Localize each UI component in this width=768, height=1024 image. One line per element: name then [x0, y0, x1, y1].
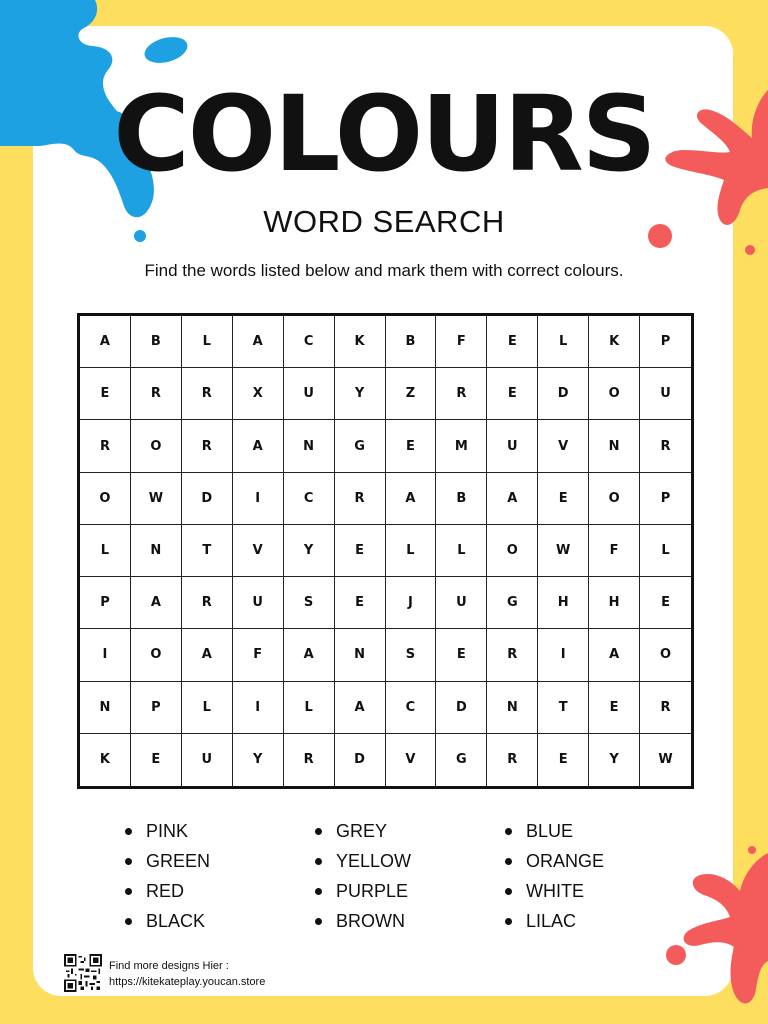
- word-label: GREY: [336, 820, 388, 841]
- word-label: BROWN: [336, 910, 405, 931]
- grid-cell[interactable]: P: [80, 577, 131, 629]
- grid-cell[interactable]: A: [335, 682, 386, 734]
- grid-cell[interactable]: W: [131, 473, 182, 525]
- grid-cell[interactable]: C: [284, 316, 335, 368]
- grid-cell[interactable]: D: [538, 368, 589, 420]
- grid-cell[interactable]: P: [131, 682, 182, 734]
- bullet-icon: [315, 828, 322, 835]
- bullet-icon: [505, 918, 512, 925]
- grid-cell[interactable]: O: [131, 629, 182, 681]
- grid-cell[interactable]: S: [284, 577, 335, 629]
- grid-cell[interactable]: L: [182, 316, 233, 368]
- grid-cell[interactable]: U: [182, 734, 233, 786]
- grid-cell[interactable]: R: [487, 629, 538, 681]
- grid-cell[interactable]: P: [640, 473, 691, 525]
- grid-cell[interactable]: B: [131, 316, 182, 368]
- grid-cell[interactable]: Z: [386, 368, 437, 420]
- grid-cell[interactable]: F: [233, 629, 284, 681]
- grid-cell[interactable]: N: [131, 525, 182, 577]
- word-label: LILAC: [526, 910, 577, 931]
- word-list-item: [505, 906, 645, 936]
- grid-cell[interactable]: E: [335, 525, 386, 577]
- bullet-icon: [315, 918, 322, 925]
- grid-cell[interactable]: R: [436, 368, 487, 420]
- grid-cell[interactable]: I: [80, 629, 131, 681]
- word-label: BLACK: [146, 910, 206, 931]
- bullet-icon: [315, 888, 322, 895]
- word-list-item: [125, 876, 315, 906]
- word-list-item: [505, 816, 645, 846]
- word-list-item: [125, 906, 315, 936]
- grid-cell[interactable]: F: [436, 316, 487, 368]
- instructions-text: Find the words listed below and mark them with correct colours.: [144, 261, 624, 280]
- grid-cell[interactable]: I: [233, 682, 284, 734]
- grid-cell[interactable]: A: [589, 629, 640, 681]
- bullet-icon: [125, 888, 132, 895]
- grid-cell[interactable]: L: [538, 316, 589, 368]
- grid-cell[interactable]: U: [284, 368, 335, 420]
- grid-cell[interactable]: E: [80, 368, 131, 420]
- grid-cell[interactable]: L: [640, 525, 691, 577]
- grid-cell[interactable]: R: [80, 420, 131, 472]
- grid-cell[interactable]: C: [284, 473, 335, 525]
- bullet-icon: [315, 858, 322, 865]
- grid-cell[interactable]: N: [589, 420, 640, 472]
- grid-cell[interactable]: A: [284, 629, 335, 681]
- footer-line-1: Find more designs Hier :: [109, 960, 229, 972]
- grid-cell[interactable]: A: [80, 316, 131, 368]
- grid-cell[interactable]: Y: [284, 525, 335, 577]
- grid-cell[interactable]: A: [233, 420, 284, 472]
- grid-cell[interactable]: E: [640, 577, 691, 629]
- grid-cell[interactable]: G: [335, 420, 386, 472]
- word-label: RED: [146, 880, 185, 901]
- grid-cell[interactable]: V: [386, 734, 437, 786]
- word-list-item: [315, 846, 505, 876]
- grid-cell[interactable]: R: [335, 473, 386, 525]
- grid-cell[interactable]: U: [487, 420, 538, 472]
- grid-cell[interactable]: L: [436, 525, 487, 577]
- footer-text: [109, 958, 265, 990]
- bullet-icon: [505, 858, 512, 865]
- grid-cell[interactable]: V: [233, 525, 284, 577]
- grid-cell[interactable]: E: [538, 734, 589, 786]
- bullet-icon: [125, 858, 132, 865]
- grid-cell[interactable]: R: [182, 420, 233, 472]
- grid-cell[interactable]: E: [538, 473, 589, 525]
- grid-cell[interactable]: L: [284, 682, 335, 734]
- bullet-icon: [125, 918, 132, 925]
- grid-cell[interactable]: A: [386, 473, 437, 525]
- grid-cell[interactable]: K: [335, 316, 386, 368]
- grid-cell[interactable]: E: [436, 629, 487, 681]
- grid-cell[interactable]: O: [589, 368, 640, 420]
- word-list-item: [315, 876, 505, 906]
- word-label: GREEN: [146, 850, 211, 871]
- grid-cell[interactable]: F: [589, 525, 640, 577]
- grid-cell[interactable]: L: [386, 525, 437, 577]
- grid-cell[interactable]: U: [436, 577, 487, 629]
- grid-cell[interactable]: E: [589, 682, 640, 734]
- grid-cell[interactable]: O: [640, 629, 691, 681]
- word-list-item: [505, 876, 645, 906]
- grid-cell[interactable]: N: [80, 682, 131, 734]
- grid-cell[interactable]: D: [335, 734, 386, 786]
- grid-cell[interactable]: O: [80, 473, 131, 525]
- grid-cell[interactable]: E: [487, 316, 538, 368]
- grid-cell[interactable]: A: [131, 577, 182, 629]
- grid-cell[interactable]: C: [386, 682, 437, 734]
- bullet-icon: [505, 888, 512, 895]
- word-label: PINK: [146, 820, 189, 841]
- word-list-item: [315, 906, 505, 936]
- page-subtitle: WORD SEARCH: [263, 204, 505, 239]
- grid-cell[interactable]: O: [131, 420, 182, 472]
- grid-cell[interactable]: A: [233, 316, 284, 368]
- grid-cell[interactable]: T: [538, 682, 589, 734]
- grid-cell[interactable]: R: [182, 577, 233, 629]
- grid-cell[interactable]: E: [487, 368, 538, 420]
- grid-cell[interactable]: R: [640, 420, 691, 472]
- grid-cell[interactable]: H: [538, 577, 589, 629]
- grid-cell[interactable]: B: [436, 473, 487, 525]
- grid-cell[interactable]: N: [487, 682, 538, 734]
- grid-cell[interactable]: W: [658, 752, 673, 768]
- word-label: ORANGE: [526, 850, 605, 871]
- grid-cell[interactable]: D: [182, 473, 233, 525]
- word-list-item: [505, 846, 645, 876]
- grid-cell[interactable]: R: [487, 734, 538, 786]
- grid-cell[interactable]: L: [182, 682, 233, 734]
- word-label: PURPLE: [336, 880, 409, 901]
- grid-cell[interactable]: E: [386, 420, 437, 472]
- grid-cell[interactable]: U: [233, 577, 284, 629]
- grid-cell[interactable]: E: [335, 577, 386, 629]
- grid-cell[interactable]: O: [487, 525, 538, 577]
- grid-cell[interactable]: B: [386, 316, 437, 368]
- word-label: WHITE: [526, 880, 584, 901]
- page-title: COLOURS: [113, 73, 655, 195]
- red-paint-splat-bottom-icon: [640, 845, 768, 1024]
- grid-cell[interactable]: U: [640, 368, 691, 420]
- grid-cell[interactable]: A: [487, 473, 538, 525]
- grid-cell[interactable]: T: [182, 525, 233, 577]
- grid-cell[interactable]: I: [233, 473, 284, 525]
- grid-cell[interactable]: E: [131, 734, 182, 786]
- grid-cell[interactable]: P: [640, 316, 691, 368]
- grid-cell[interactable]: O: [589, 473, 640, 525]
- grid-cell[interactable]: V: [538, 420, 589, 472]
- grid-cell[interactable]: L: [80, 525, 131, 577]
- word-label: YELLOW: [336, 850, 412, 871]
- word-search-grid: [77, 313, 694, 789]
- grid-cell[interactable]: K: [80, 734, 131, 786]
- word-label: BLUE: [526, 820, 574, 841]
- grid-cell[interactable]: R: [131, 368, 182, 420]
- grid-cell[interactable]: D: [436, 682, 487, 734]
- qr-code-icon[interactable]: [64, 954, 102, 992]
- word-list-item: [125, 816, 315, 846]
- bullet-icon: [505, 828, 512, 835]
- grid-cell[interactable]: I: [538, 629, 589, 681]
- grid-cell[interactable]: K: [589, 316, 640, 368]
- word-list: [125, 816, 645, 941]
- word-list-item: [125, 846, 315, 876]
- grid-cell[interactable]: Y: [589, 734, 640, 786]
- grid-cell[interactable]: R: [284, 734, 335, 786]
- grid-cell[interactable]: R: [182, 368, 233, 420]
- word-list-item: [315, 816, 505, 846]
- footer-link[interactable]: https://kitekateplay.youcan.store: [109, 976, 266, 988]
- grid-cell[interactable]: S: [386, 629, 437, 681]
- grid-cell[interactable]: J: [386, 577, 437, 629]
- grid-cell[interactable]: Y: [335, 368, 386, 420]
- grid-cell[interactable]: Y: [233, 734, 284, 786]
- grid-cell[interactable]: G: [487, 577, 538, 629]
- grid-cell[interactable]: N: [335, 629, 386, 681]
- grid-cell[interactable]: M: [436, 420, 487, 472]
- grid-cell[interactable]: H: [589, 577, 640, 629]
- grid-cell[interactable]: X: [233, 368, 284, 420]
- grid-cell[interactable]: G: [436, 734, 487, 786]
- grid-cell[interactable]: A: [182, 629, 233, 681]
- grid-cell[interactable]: W: [538, 525, 589, 577]
- grid-cell[interactable]: N: [284, 420, 335, 472]
- grid-cell[interactable]: R: [640, 682, 691, 734]
- bullet-icon: [125, 828, 132, 835]
